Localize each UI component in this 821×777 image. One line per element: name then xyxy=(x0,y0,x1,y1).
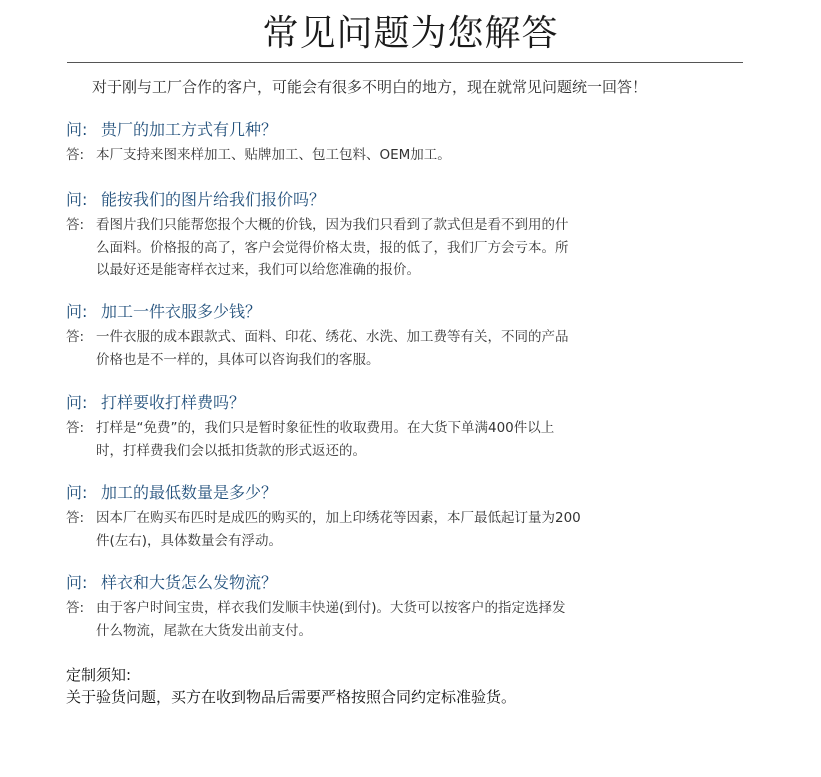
faq-answer xyxy=(66,507,666,552)
faq-item-minimum-quantity xyxy=(66,481,666,552)
answer-line: 打样是“免费”的，我们只是暂时象征性的收取费用。在大货下单满400件以上 xyxy=(96,420,555,436)
page-title: 常见问题为您解答 xyxy=(262,13,559,54)
faq-question xyxy=(66,188,666,212)
answer-prefix: 答: xyxy=(66,217,85,233)
answer-prefix: 答: xyxy=(66,147,85,163)
title-divider xyxy=(67,62,743,63)
answer-prefix: 答: xyxy=(66,600,85,616)
answer-prefix: 答: xyxy=(66,420,85,436)
question-text: 打样要收打样费吗？ xyxy=(101,393,246,412)
question-prefix: 问: xyxy=(66,573,88,592)
faq-item-shipping xyxy=(66,571,666,642)
faq-item-quote-by-picture xyxy=(66,188,666,282)
question-text: 样衣和大货怎么发物流？ xyxy=(101,573,278,592)
faq-item-garment-cost xyxy=(66,300,666,371)
answer-line: 价格也是不一样的，具体可以咨询我们的客服。 xyxy=(96,351,380,368)
faq-question xyxy=(66,571,666,595)
faq-answer xyxy=(66,417,666,462)
question-prefix: 问: xyxy=(66,393,88,412)
answer-prefix: 答: xyxy=(66,329,85,345)
answer-line: 由于客户时间宝贵，样衣我们发顺丰快递(到付)。大货可以按客户的指定选择发 xyxy=(96,600,566,616)
custom-notice xyxy=(66,664,516,708)
answer-line: 以最好还是能寄样衣过来，我们可以给您准确的报价。 xyxy=(96,262,420,278)
faq-question xyxy=(66,391,666,415)
question-text: 贵厂的加工方式有几种？ xyxy=(101,120,278,139)
question-prefix: 问: xyxy=(66,120,88,139)
answer-prefix: 答: xyxy=(66,510,85,526)
question-prefix: 问: xyxy=(66,483,88,502)
answer-line: 看图片我们只能帮您报个大概的价钱，因为我们只看到了款式但是看不到用的什 xyxy=(96,217,569,233)
faq-item-processing-methods xyxy=(66,118,666,167)
faq-question xyxy=(66,481,666,505)
question-text: 加工的最低数量是多少？ xyxy=(101,483,278,502)
question-text: 加工一件衣服多少钱？ xyxy=(101,302,262,321)
answer-line: 因本厂在购买布匹时是成匹的购买的，加上印绣花等因素，本厂最低起订量为200 xyxy=(96,510,581,526)
faq-answer xyxy=(66,214,666,282)
answer-line: 么面料。价格报的高了，客户会觉得价格太贵，报的低了，我们厂方会亏本。所 xyxy=(96,239,569,256)
faq-item-sample-fee xyxy=(66,391,666,462)
answer-line: 什么物流，尾款在大货发出前支付。 xyxy=(96,622,312,639)
question-prefix: 问: xyxy=(66,302,88,321)
notice-heading: 定制须知: xyxy=(66,666,132,684)
faq-answer xyxy=(66,326,666,371)
faq-question xyxy=(66,300,666,324)
intro-text: 对于刚与工厂合作的客户，可能会有很多不明白的地方，现在就常见问题统一回答！ xyxy=(92,78,648,96)
faq-answer xyxy=(66,144,666,167)
notice-text: 关于验货问题，买方在收到物品后需要严格按照合同约定标准验货。 xyxy=(66,688,517,706)
answer-line: 件(左右)，具体数量会有浮动。 xyxy=(96,532,283,549)
answer-line: 一件衣服的成本跟款式、面料、印花、绣花、水洗、加工费等有关，不同的产品 xyxy=(96,329,569,345)
answer-line: 本厂支持来图来样加工、贴牌加工、包工包料、OEM加工。 xyxy=(96,147,451,163)
faq-question xyxy=(66,118,666,142)
faq-answer xyxy=(66,597,666,642)
question-prefix: 问: xyxy=(66,190,88,209)
question-text: 能按我们的图片给我们报价吗？ xyxy=(101,190,326,209)
answer-line: 时，打样费我们会以抵扣货款的形式返还的。 xyxy=(96,442,366,459)
